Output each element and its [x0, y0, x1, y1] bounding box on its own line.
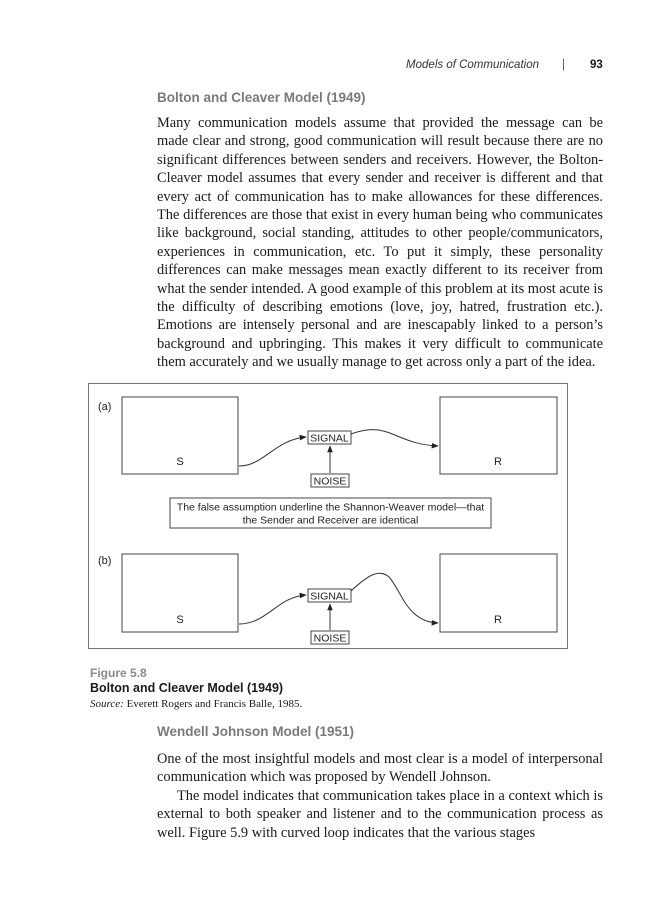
panel-a-signal-label: SIGNAL: [310, 432, 349, 445]
figure-title: Bolton and Cleaver Model (1949): [90, 681, 284, 695]
panel-b-receiver-label: R: [494, 614, 502, 626]
bolton-cleaver-paragraph: Many communication models assume that provided the message can be made clear and strong, good communication will result because there are no significant differences between senders and receivers. However, the Bolton-Cleaver model assumes that every sender and receiver is different and that every act of communication has to make allowances for these differences. The differences are those that exist in every human being who communicates like background, social standing, attitudes to other people/communicators, experiences in communication, etc. To put it simply, these personality differences can make messages mean exactly different to its receiver from what the sender intended. A good example of this problem at its most acute is the difficulty of describing emotions (love, joy, hatred, frustration etc.). Emotions are intensely personal and are inescapably linked to a person’s background and upbringing. This makes it very difficult to communicate them accurately and we usually manage to get across only a part of the idea.: [157, 115, 603, 371]
panel-a-label: (a): [98, 401, 112, 413]
figure-source-label: Source:: [90, 698, 124, 710]
panel-b-sender-to-signal-arrow: [239, 595, 306, 624]
running-head: [0, 59, 661, 75]
page-number: 93: [590, 59, 603, 71]
figure-source: [90, 698, 302, 710]
section-heading-bolton-cleaver: Bolton and Cleaver Model (1949): [157, 90, 366, 105]
caption-box-line-1: The false assumption underline the Shannon-Weaver model—that: [176, 501, 485, 514]
bolton-cleaver-diagram: [89, 384, 569, 650]
panel-a-signal-to-receiver-arrow: [351, 430, 438, 446]
wendell-johnson-paragraph-1: One of the most insightful models and most clear is a model of interpersonal communication which was proposed by Wendell Johnson.: [157, 751, 603, 786]
panel-b-label: (b): [98, 555, 112, 567]
wendell-johnson-paragraph-2: The model indicates that communication takes place in a context which is external to both speaker and listener and to the communication process as well. Figure 5.9 with curved loop indicates that the various stages: [157, 788, 603, 841]
caption-box-line-2: the Sender and Receiver are identical: [242, 514, 419, 527]
panel-a-noise-label: NOISE: [313, 475, 347, 488]
panel-a-receiver-label: R: [494, 456, 502, 468]
panel-b-signal-label: SIGNAL: [310, 590, 349, 603]
section-heading-wendell-johnson: Wendell Johnson Model (1951): [157, 724, 355, 739]
panel-b-signal-to-receiver-arrow: [351, 573, 438, 623]
panel-a-sender-to-signal-arrow: [239, 437, 306, 466]
figure-number: Figure 5.8: [90, 666, 147, 680]
panel-b-noise-label: NOISE: [313, 632, 347, 645]
panel-a-sender-label: S: [176, 456, 184, 468]
running-head-title: Models of Communication: [406, 59, 539, 71]
figure-5-8: [88, 383, 568, 649]
panel-b-sender-label: S: [176, 614, 184, 626]
figure-source-text: Everett Rogers and Francis Balle, 1985.: [123, 698, 303, 710]
running-head-separator: |: [562, 59, 565, 71]
